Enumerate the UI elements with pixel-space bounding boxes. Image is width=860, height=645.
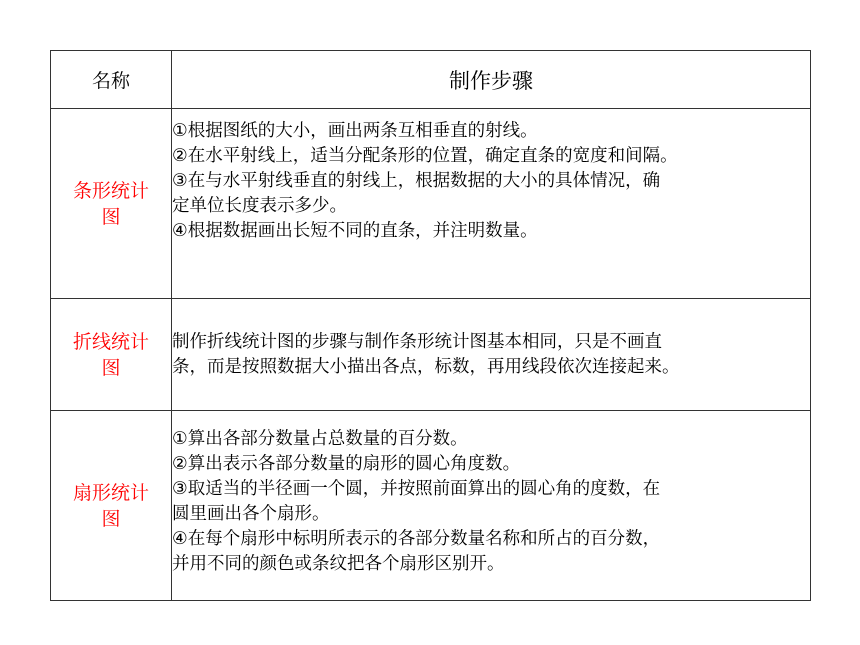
steps-text xyxy=(172,299,811,411)
step-line: ③取适当的半径画一个圆，并按照前面算出的圆心角的度数，在 xyxy=(172,479,661,499)
chart-type-name xyxy=(51,411,172,601)
table-row-bar-chart xyxy=(51,109,811,299)
steps-text xyxy=(172,411,811,601)
header-row xyxy=(51,51,811,109)
header-steps: 制作步骤 xyxy=(172,51,811,109)
chart-type-name-line: 图 xyxy=(101,205,121,228)
chart-type-name-line: 条形统计 xyxy=(72,179,149,202)
step-line: ④根据数据画出长短不同的直条，并注明数量。 xyxy=(172,221,538,241)
chart-type-name-line: 图 xyxy=(101,356,121,379)
step-line: ①根据图纸的大小，画出两条互相垂直的射线。 xyxy=(172,121,538,141)
steps-text xyxy=(172,109,811,299)
step-line: ①算出各部分数量占总数量的百分数。 xyxy=(172,429,468,449)
chart-making-steps-table xyxy=(50,50,811,601)
header-name: 名称 xyxy=(51,51,172,109)
table-row-pie-chart xyxy=(51,411,811,601)
chart-type-name-line: 扇形统计 xyxy=(72,481,149,504)
step-line: ④在每个扇形中标明所表示的各部分数量名称和所占的百分数， xyxy=(172,529,661,549)
step-line: 条，而是按照数据大小描出各点，标数，再用线段依次连接起来。 xyxy=(172,356,680,377)
step-line: 圆里画出各个扇形。 xyxy=(172,504,330,524)
chart-type-name-line: 图 xyxy=(101,507,121,530)
chart-type-name-line: 折线统计 xyxy=(72,330,149,353)
table-row-line-chart xyxy=(51,299,811,411)
step-line: ②在水平射线上，适当分配条形的位置，确定直条的宽度和间隔。 xyxy=(172,146,678,166)
step-line: 定单位长度表示多少。 xyxy=(172,196,347,216)
chart-type-name xyxy=(51,109,172,299)
step-line: 制作折线统计图的步骤与制作条形统计图基本相同，只是不画直 xyxy=(172,331,662,352)
chart-type-name xyxy=(51,299,172,411)
step-line: 并用不同的颜色或条纹把各个扇形区别开。 xyxy=(172,554,505,574)
step-line: ②算出表示各部分数量的扇形的圆心角度数。 xyxy=(172,454,521,474)
step-line: ③在与水平射线垂直的射线上，根据数据的大小的具体情况，确 xyxy=(172,171,661,191)
